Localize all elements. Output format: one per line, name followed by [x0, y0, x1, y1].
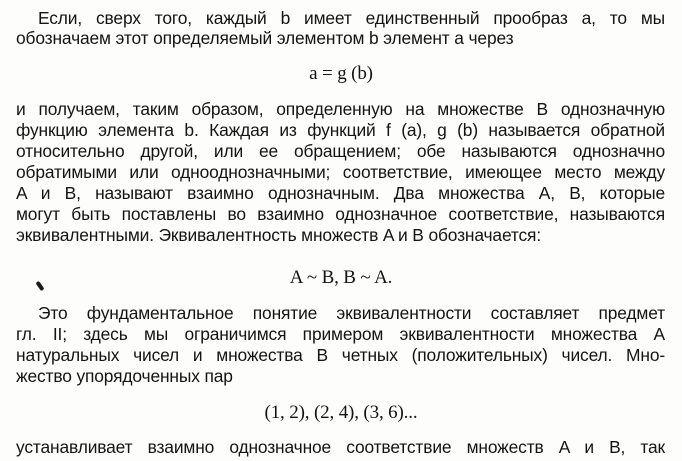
text-line: натуральных чисел и множества B четных (положительных) чисел. Мно- — [16, 345, 665, 365]
text-line: Это фундаментальное понятие эквивалентности составляет предмет — [38, 303, 665, 323]
text-line: могут быть поставлены во взаимно однозначное соответствие, называются — [16, 204, 665, 224]
text-line: жество упорядоченных пар — [16, 366, 233, 386]
text-line: относительно другой, или ее обращением; обе называются однозначно — [16, 141, 665, 161]
text-line: гл. II; здесь мы ограничимся примером эквивалентности множества A — [16, 324, 665, 344]
text-line: обратимыми или однооднозначными; соответствие, имеющее место между — [16, 162, 665, 182]
text-line: эквивалентными. Эквивалентность множеств A и B обозначается: — [16, 225, 542, 245]
formula-ordered-pairs: (1, 2), (2, 4), (3, 6)... — [264, 402, 418, 423]
text-line: и получаем, таким образом, определенную на множестве B однозначную — [16, 99, 665, 119]
formula-equivalence: A ~ B, B ~ A. — [289, 267, 393, 288]
text-line: Если, сверх того, каждый b имеет единственный прообраз a, то мы — [38, 8, 665, 28]
text-line: обозначаем этот определяемый элементом b элемент a через — [16, 28, 514, 48]
text-line: устанавливает взаимно однозначное соответствие множеств A и B, так — [16, 437, 665, 457]
text-line: A и B, называют взаимно однозначным. Два множества A, B, которые — [16, 183, 665, 203]
text-line: функцию элемента b. Каждая из функций f (a), g (b) называется обратной — [16, 120, 665, 140]
formula-inverse-function: a = g (b) — [309, 63, 373, 84]
